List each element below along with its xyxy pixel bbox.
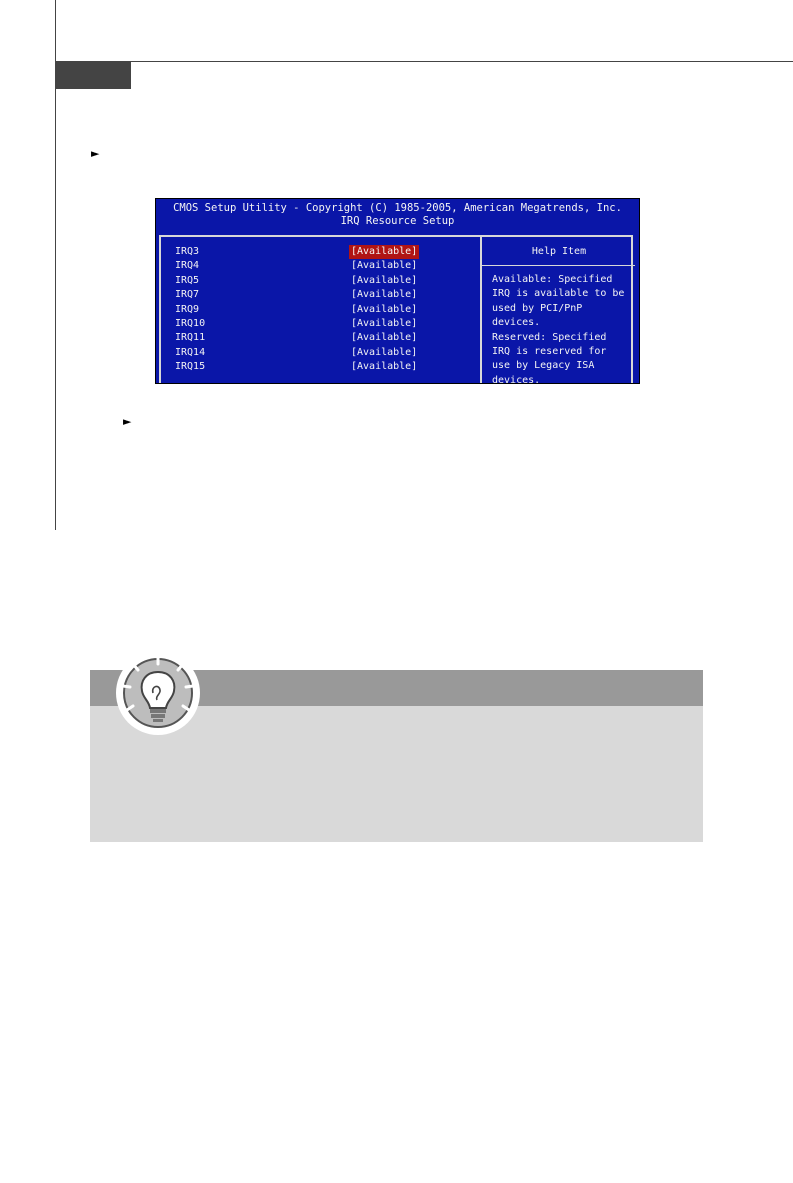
- irq-row-irq3[interactable]: [175, 245, 465, 259]
- irq-row-irq14[interactable]: [175, 346, 465, 360]
- header-rule: [55, 61, 793, 62]
- irq-value[interactable]: [Available]: [351, 361, 418, 373]
- help-panel-rule: [482, 265, 635, 266]
- irq-name: IRQ14: [175, 346, 206, 358]
- bios-subtitle: IRQ Resource Setup: [340, 215, 455, 227]
- irq-list: [175, 245, 465, 375]
- irq-row-irq11[interactable]: [175, 331, 465, 345]
- irq-name: IRQ4: [175, 260, 200, 272]
- bios-title: CMOS Setup Utility - Copyright (C) 1985-2005, American Megatrends, Inc.: [173, 202, 622, 214]
- help-line: Available: Specified: [492, 274, 613, 285]
- irq-name: IRQ11: [175, 332, 206, 344]
- irq-name: IRQ15: [175, 361, 206, 373]
- irq-value[interactable]: [Available]: [351, 303, 418, 315]
- help-line: IRQ is available to be: [492, 288, 625, 300]
- help-line: Reserved: Specified: [492, 331, 607, 343]
- bios-titlebar: [156, 199, 639, 231]
- help-line: IRQ is reserved for: [492, 346, 607, 358]
- irq-value[interactable]: [Available]: [351, 346, 418, 358]
- help-line: use by Legacy ISA: [492, 360, 595, 372]
- irq-row-irq4[interactable]: [175, 259, 465, 273]
- bios-divider: [480, 235, 482, 384]
- help-panel-title: Help Item: [531, 246, 587, 257]
- irq-name: IRQ7: [175, 289, 200, 301]
- irq-value[interactable]: [Available]: [351, 317, 418, 329]
- irq-name: IRQ10: [175, 317, 206, 329]
- help-panel-text: [492, 273, 634, 384]
- irq-value[interactable]: [Available]: [351, 274, 418, 286]
- irq-name: IRQ5: [175, 274, 200, 286]
- page-number-tab: [55, 61, 131, 89]
- irq-value[interactable]: [Available]: [351, 289, 418, 301]
- irq-name: IRQ9: [175, 303, 200, 315]
- bios-screenshot: [155, 198, 640, 384]
- help-line: devices.: [492, 317, 541, 329]
- help-line: used by PCI/PnP: [492, 302, 583, 314]
- irq-value[interactable]: [Available]: [351, 332, 418, 344]
- irq-row-irq7[interactable]: [175, 288, 465, 302]
- subsection-bullet-arrow-icon: ►: [123, 415, 132, 428]
- irq-value-selected[interactable]: [Available]: [351, 246, 418, 257]
- section-bullet-arrow-icon: ►: [91, 147, 100, 160]
- irq-value[interactable]: [Available]: [351, 260, 418, 272]
- irq-row-irq9[interactable]: [175, 303, 465, 317]
- irq-row-irq5[interactable]: [175, 274, 465, 288]
- irq-row-irq15[interactable]: [175, 360, 465, 374]
- lightbulb-icon: [113, 648, 203, 738]
- irq-name: IRQ3: [175, 246, 200, 257]
- irq-row-irq10[interactable]: [175, 317, 465, 331]
- help-line: devices.: [492, 374, 541, 384]
